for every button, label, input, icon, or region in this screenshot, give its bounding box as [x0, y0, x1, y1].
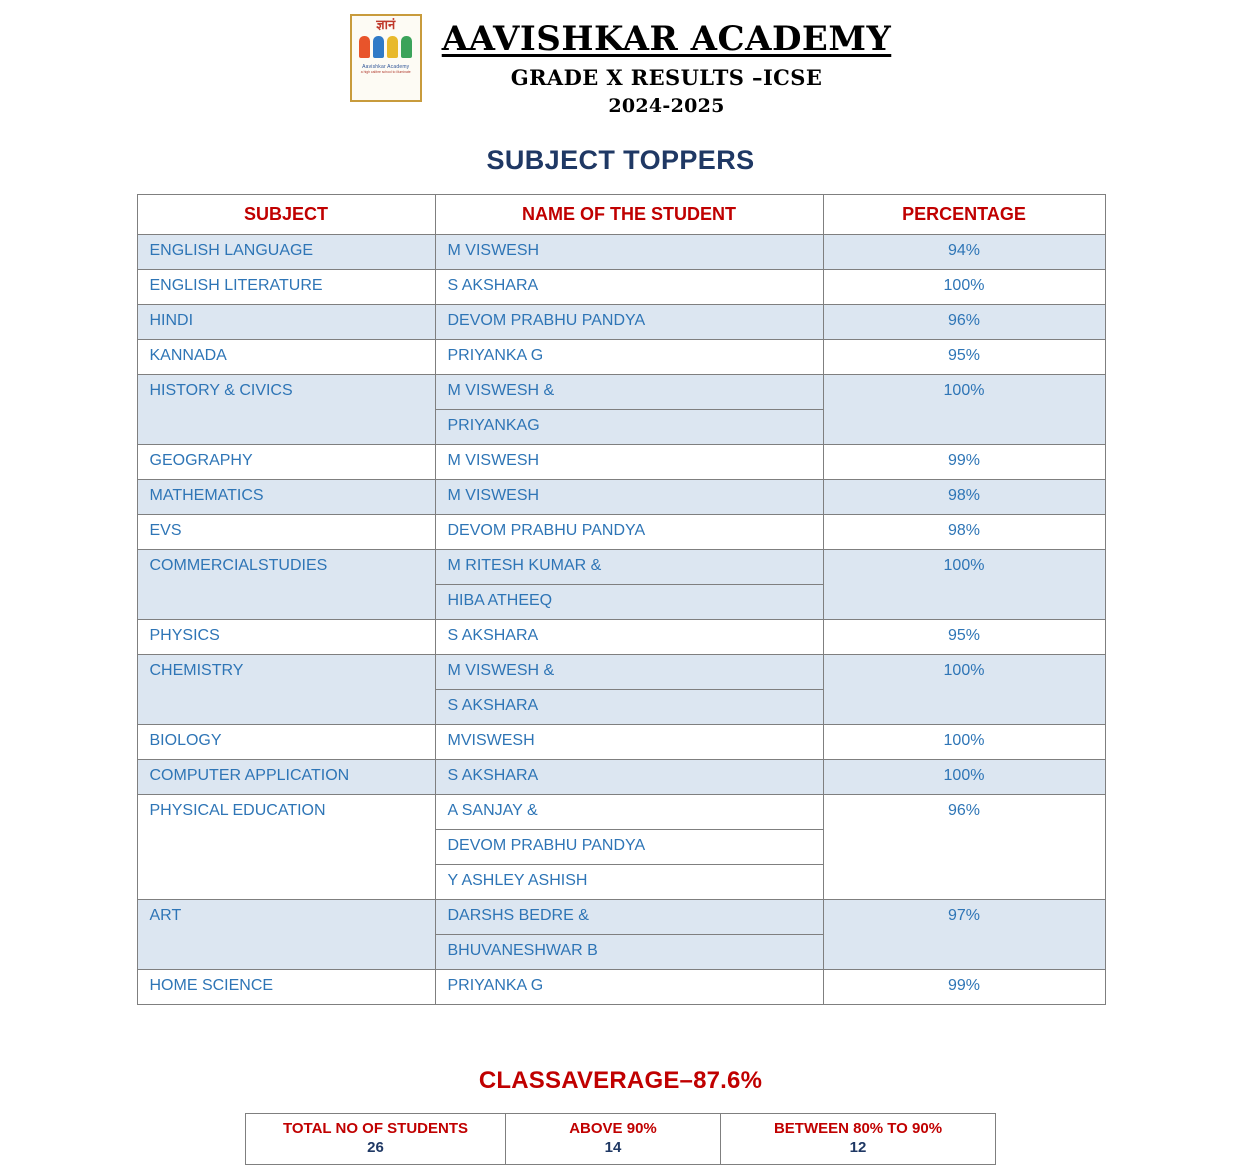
cell-subject: ART [137, 900, 435, 970]
cell-percentage: 100% [823, 655, 1105, 725]
cell-student-name: M VISWESH [435, 480, 823, 515]
summary-header-total-students: TOTAL NO OF STUDENTS [246, 1114, 506, 1140]
summary-value-total-students: 26 [246, 1139, 506, 1165]
cell-percentage: 95% [823, 340, 1105, 375]
cell-percentage: 96% [823, 795, 1105, 900]
cell-student-name: M VISWESH & [435, 375, 823, 410]
table-row [137, 900, 1105, 935]
cell-student-name: DEVOM PRABHU PANDYA [435, 830, 823, 865]
summary-value-between-80-90: 12 [721, 1139, 996, 1165]
cell-student-name: S AKSHARA [435, 690, 823, 725]
table-header-row [137, 195, 1105, 235]
cell-subject: CHEMISTRY [137, 655, 435, 725]
column-header-subject: SUBJECT [137, 195, 435, 235]
summary-value-above-90: 14 [506, 1139, 721, 1165]
subject-toppers-table [137, 194, 1106, 1005]
grade-subtitle: GRADE X RESULTS –ICSE [510, 65, 823, 91]
cell-percentage: 100% [823, 550, 1105, 620]
table-row [137, 620, 1105, 655]
cell-student-name: M RITESH KUMAR & [435, 550, 823, 585]
table-row [137, 235, 1105, 270]
table-row [137, 655, 1105, 690]
cell-percentage: 98% [823, 515, 1105, 550]
cell-percentage: 98% [823, 480, 1105, 515]
summary-value-row [246, 1139, 996, 1165]
cell-student-name: PRIYANKA G [435, 970, 823, 1005]
cell-subject: HOME SCIENCE [137, 970, 435, 1005]
page-title: AAVISHKAR ACADEMY [441, 19, 892, 59]
cell-student-name: DEVOM PRABHU PANDYA [435, 305, 823, 340]
logo-sanskrit-word: ज्ञानं [376, 18, 396, 33]
cell-subject: MATHEMATICS [137, 480, 435, 515]
cell-percentage: 100% [823, 760, 1105, 795]
cell-student-name: Y ASHLEY ASHISH [435, 865, 823, 900]
table-row [137, 270, 1105, 305]
cell-student-name: S AKSHARA [435, 620, 823, 655]
cell-subject: BIOLOGY [137, 725, 435, 760]
cell-percentage: 95% [823, 620, 1105, 655]
summary-header-above-90: ABOVE 90% [506, 1114, 721, 1140]
cell-subject: COMMERCIALSTUDIES [137, 550, 435, 620]
logo-children-icon [359, 36, 412, 58]
cell-student-name: S AKSHARA [435, 760, 823, 795]
table-row [137, 760, 1105, 795]
summary-wrapper [0, 1113, 1241, 1165]
cell-student-name: A SANJAY & [435, 795, 823, 830]
table-row [137, 305, 1105, 340]
cell-subject: COMPUTER APPLICATION [137, 760, 435, 795]
table-row [137, 445, 1105, 480]
cell-student-name: PRIYANKAG [435, 410, 823, 445]
cell-student-name: M VISWESH [435, 445, 823, 480]
cell-percentage: 99% [823, 445, 1105, 480]
table-row [137, 550, 1105, 585]
table-row [137, 795, 1105, 830]
table-row [137, 725, 1105, 760]
cell-subject: EVS [137, 515, 435, 550]
table-row [137, 340, 1105, 375]
table-row [137, 515, 1105, 550]
cell-student-name: DARSHS BEDRE & [435, 900, 823, 935]
cell-student-name: M VISWESH [435, 235, 823, 270]
cell-percentage: 100% [823, 725, 1105, 760]
cell-student-name: M VISWESH & [435, 655, 823, 690]
cell-subject: KANNADA [137, 340, 435, 375]
cell-student-name: S AKSHARA [435, 270, 823, 305]
section-title: SUBJECT TOPPERS [486, 145, 755, 176]
table-row [137, 375, 1105, 410]
cell-subject: PHYSICS [137, 620, 435, 655]
cell-subject: ENGLISH LITERATURE [137, 270, 435, 305]
cell-percentage: 94% [823, 235, 1105, 270]
table-row [137, 970, 1105, 1005]
cell-subject: ENGLISH LANGUAGE [137, 235, 435, 270]
cell-percentage: 100% [823, 270, 1105, 305]
cell-student-name: HIBA ATHEEQ [435, 585, 823, 620]
logo-tagline: a high calibre school to illuminate [360, 70, 411, 74]
cell-student-name: PRIYANKA G [435, 340, 823, 375]
cell-student-name: DEVOM PRABHU PANDYA [435, 515, 823, 550]
subject-toppers-table-wrapper [137, 194, 1105, 1005]
summary-header-between-80-90: BETWEEN 80% TO 90% [721, 1114, 996, 1140]
cell-student-name: BHUVANESHWAR B [435, 935, 823, 970]
class-average-label: CLASSAVERAGE–87.6% [478, 1067, 763, 1095]
column-header-percentage: PERCENTAGE [823, 195, 1105, 235]
cell-percentage: 100% [823, 375, 1105, 445]
school-logo [350, 14, 422, 102]
cell-student-name: MVISWESH [435, 725, 823, 760]
summary-header-row [246, 1114, 996, 1140]
summary-table [245, 1113, 996, 1165]
document-header [0, 0, 1241, 117]
cell-percentage: 99% [823, 970, 1105, 1005]
academic-year: 2024-2025 [608, 95, 725, 118]
header-titles [442, 20, 892, 117]
cell-percentage: 96% [823, 305, 1105, 340]
cell-subject: GEOGRAPHY [137, 445, 435, 480]
table-row [137, 480, 1105, 515]
logo-school-name: Aavishkar Academy [362, 64, 410, 70]
cell-subject: HINDI [137, 305, 435, 340]
cell-subject: PHYSICAL EDUCATION [137, 795, 435, 900]
cell-percentage: 97% [823, 900, 1105, 970]
cell-subject: HISTORY & CIVICS [137, 375, 435, 445]
column-header-student: NAME OF THE STUDENT [435, 195, 823, 235]
